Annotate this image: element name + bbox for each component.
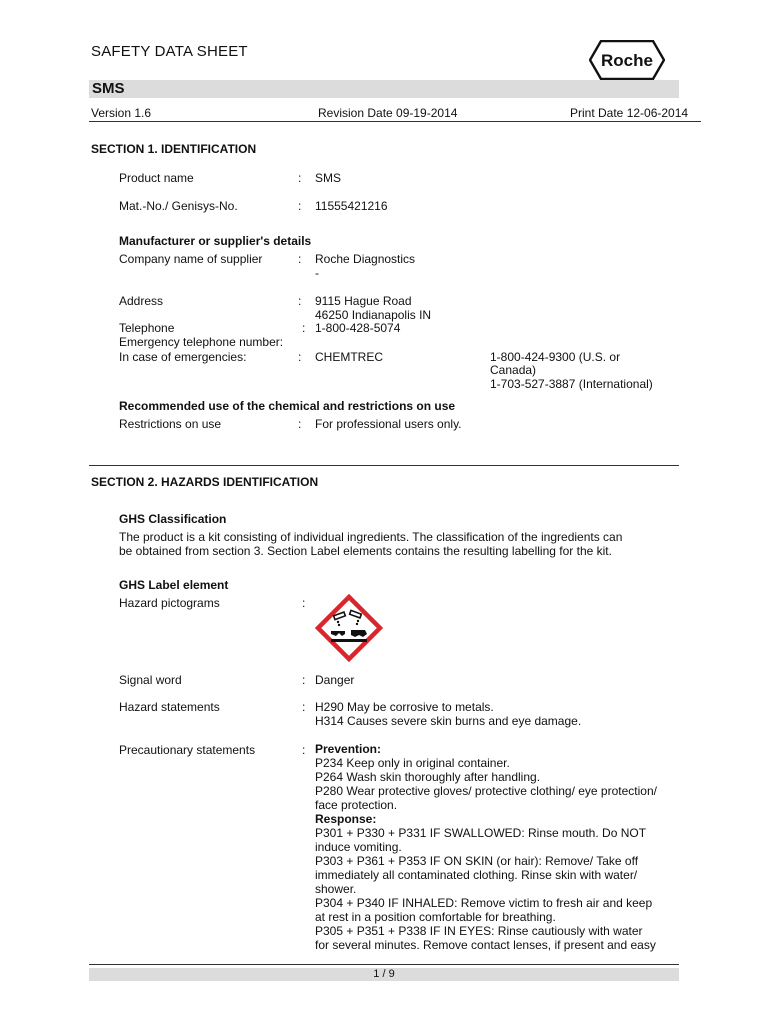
- colon: :: [298, 252, 302, 266]
- colon: :: [302, 743, 306, 757]
- response-line: P305 + P351 + P338 IF IN EYES: Rinse cautiously with water: [315, 924, 643, 938]
- response-line: P304 + P340 IF INHALED: Remove victim to fresh air and keep: [315, 896, 653, 910]
- address-line-1: 9115 Hague Road: [315, 294, 412, 308]
- telephone-label: Telephone: [119, 321, 175, 335]
- version: Version 1.6: [91, 106, 152, 120]
- prevention-line: P264 Wash skin thoroughly after handling.: [315, 770, 541, 784]
- emergency-number-line: 1-800-424-9300 (U.S. or: [490, 350, 621, 364]
- response-line: P301 + P330 + P331 IF SWALLOWED: Rinse mouth. Do NOT: [315, 826, 647, 840]
- colon: :: [302, 673, 306, 687]
- colon: :: [298, 294, 302, 308]
- emergency-telephone-label: Emergency telephone number:: [119, 335, 284, 349]
- section1-title: SECTION 1. IDENTIFICATION: [91, 142, 257, 156]
- prevention-line: P234 Keep only in original container.: [315, 756, 510, 770]
- product-name-value: SMS: [315, 171, 342, 185]
- hazard-statements-label: Hazard statements: [119, 700, 220, 714]
- emergency-number-line: 1-703-527-3887 (International): [490, 377, 653, 391]
- response-line: induce vomiting.: [315, 840, 402, 854]
- signal-word-label: Signal word: [119, 673, 182, 687]
- response-line: shower.: [315, 882, 357, 896]
- recommended-use-heading: Recommended use of the chemical and restrictions on use: [119, 399, 456, 413]
- response-line: for several minutes. Remove contact lenses, if present and easy: [315, 938, 656, 952]
- product-title: SMS: [92, 80, 125, 97]
- restrictions-label: Restrictions on use: [119, 417, 222, 431]
- ghs-label-heading: GHS Label element: [119, 578, 229, 592]
- prevention-line: face protection.: [315, 798, 398, 812]
- prevention-heading: Prevention:: [315, 742, 382, 756]
- corrosion-icon: [315, 594, 383, 667]
- matno-value: 11555421216: [315, 199, 388, 213]
- emergency-number-line: Canada): [490, 363, 537, 377]
- hazard-statement: H290 May be corrosive to metals.: [315, 700, 494, 714]
- telephone-value: 1-800-428-5074: [315, 321, 401, 335]
- precautionary-label: Precautionary statements: [119, 743, 256, 757]
- company-value-dash: -: [315, 266, 319, 280]
- pictograms-label: Hazard pictograms: [119, 596, 220, 610]
- print-date: Print Date 12-06-2014: [570, 106, 689, 120]
- emergencies-label: In case of emergencies:: [119, 350, 247, 364]
- ghs-classification-text: be obtained from section 3. Section Label elements contains the resulting labelling for the kit.: [119, 544, 612, 558]
- colon: :: [302, 321, 306, 335]
- header-divider: [89, 121, 701, 122]
- response-line: P303 + P361 + P353 IF ON SKIN (or hair): Remove/ Take off: [315, 854, 639, 868]
- ghs-classification-heading: GHS Classification: [119, 512, 227, 526]
- response-line: immediately all contaminated clothing. Rinse skin with water/: [315, 868, 638, 882]
- emergencies-value: CHEMTREC: [315, 350, 383, 364]
- colon: :: [302, 596, 306, 610]
- response-heading: Response:: [315, 812, 377, 826]
- footer-divider: [89, 964, 679, 965]
- company-value: Roche Diagnostics: [315, 252, 416, 266]
- section-divider: [89, 465, 679, 466]
- section2-title: SECTION 2. HAZARDS IDENTIFICATION: [91, 475, 319, 489]
- document-title: SAFETY DATA SHEET: [91, 43, 248, 60]
- colon: :: [298, 199, 302, 213]
- colon: :: [298, 350, 302, 364]
- restrictions-value: For professional users only.: [315, 417, 462, 431]
- signal-word-value: Danger: [315, 673, 355, 687]
- address-line-2: 46250 Indianapolis IN: [315, 308, 432, 322]
- hazard-statement: H314 Causes severe skin burns and eye damage.: [315, 714, 582, 728]
- company-label: Company name of supplier: [119, 252, 263, 266]
- colon: :: [298, 417, 302, 431]
- ghs-classification-text: The product is a kit consisting of individual ingredients. The classification of the ingredients can: [119, 530, 623, 544]
- address-label: Address: [119, 294, 164, 308]
- prevention-line: P280 Wear protective gloves/ protective clothing/ eye protection/: [315, 784, 657, 798]
- matno-label: Mat.-No./ Genisys-No.: [119, 199, 238, 213]
- manufacturer-heading: Manufacturer or supplier's details: [119, 234, 312, 248]
- colon: :: [302, 700, 306, 714]
- product-name-bar: [89, 80, 679, 98]
- roche-logo: [589, 40, 665, 85]
- colon: :: [298, 171, 302, 185]
- revision-date: Revision Date 09-19-2014: [318, 106, 458, 120]
- response-line: at rest in a position comfortable for breathing.: [315, 910, 556, 924]
- page-number: 1 / 9: [373, 968, 395, 980]
- product-name-label: Product name: [119, 171, 194, 185]
- logo-text: Roche: [601, 51, 653, 70]
